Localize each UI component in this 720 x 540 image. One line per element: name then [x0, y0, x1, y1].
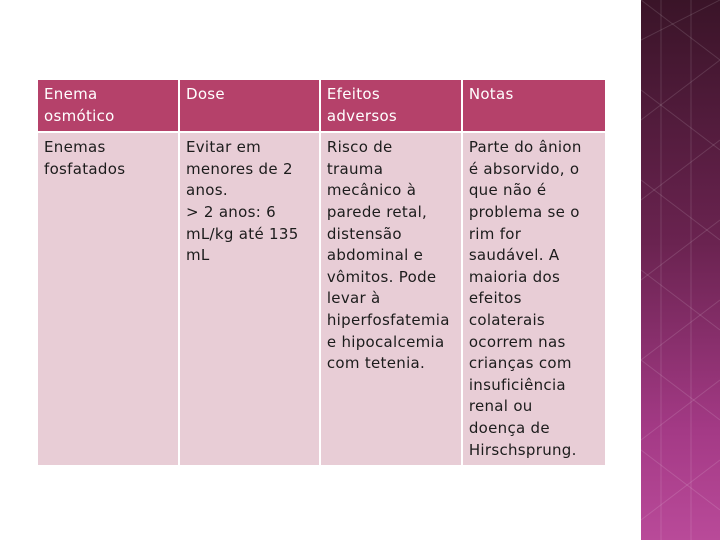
- decorative-pattern: [641, 0, 720, 540]
- header-cell-enema: [37, 79, 179, 132]
- header-adverse-effects-label: Efeitos adversos: [326, 85, 398, 125]
- table-row: [37, 132, 606, 466]
- header-enema-label: Enema osmótico: [44, 85, 115, 125]
- header-cell-notes: [462, 79, 606, 132]
- header-cell-adverse-effects: [320, 79, 462, 132]
- cell-notes: [462, 132, 606, 466]
- table-header-row: [37, 79, 606, 132]
- decorative-side-panel: [641, 0, 720, 540]
- header-notes-label: Notas: [468, 85, 514, 103]
- cell-enema-type: [37, 132, 179, 466]
- osmotic-enema-table: [36, 78, 607, 467]
- cell-adverse-effects: [320, 132, 462, 466]
- notes-text: Parte do ânion é absorvido, o que não é problema se o rim for saudável. A maioria dos efeitos colaterais ocorrem nas crianças com insuficiência renal ou doença de Hirschsprung.: [468, 138, 582, 459]
- adverse-effects-text: Risco de trauma mecânico à parede retal, distensão abdominal e vômitos. Pode levar à hiperfosfatemia e hipocalcemia com tetenia.: [326, 138, 450, 373]
- header-dose-label: Dose: [185, 85, 225, 103]
- header-cell-dose: [179, 79, 320, 132]
- cell-dose: [179, 132, 320, 466]
- enema-type-text: Enemas fosfatados: [44, 138, 126, 178]
- dose-text: Evitar em menores de 2 anos. > 2 anos: 6 mL/kg até 135 mL: [185, 138, 299, 265]
